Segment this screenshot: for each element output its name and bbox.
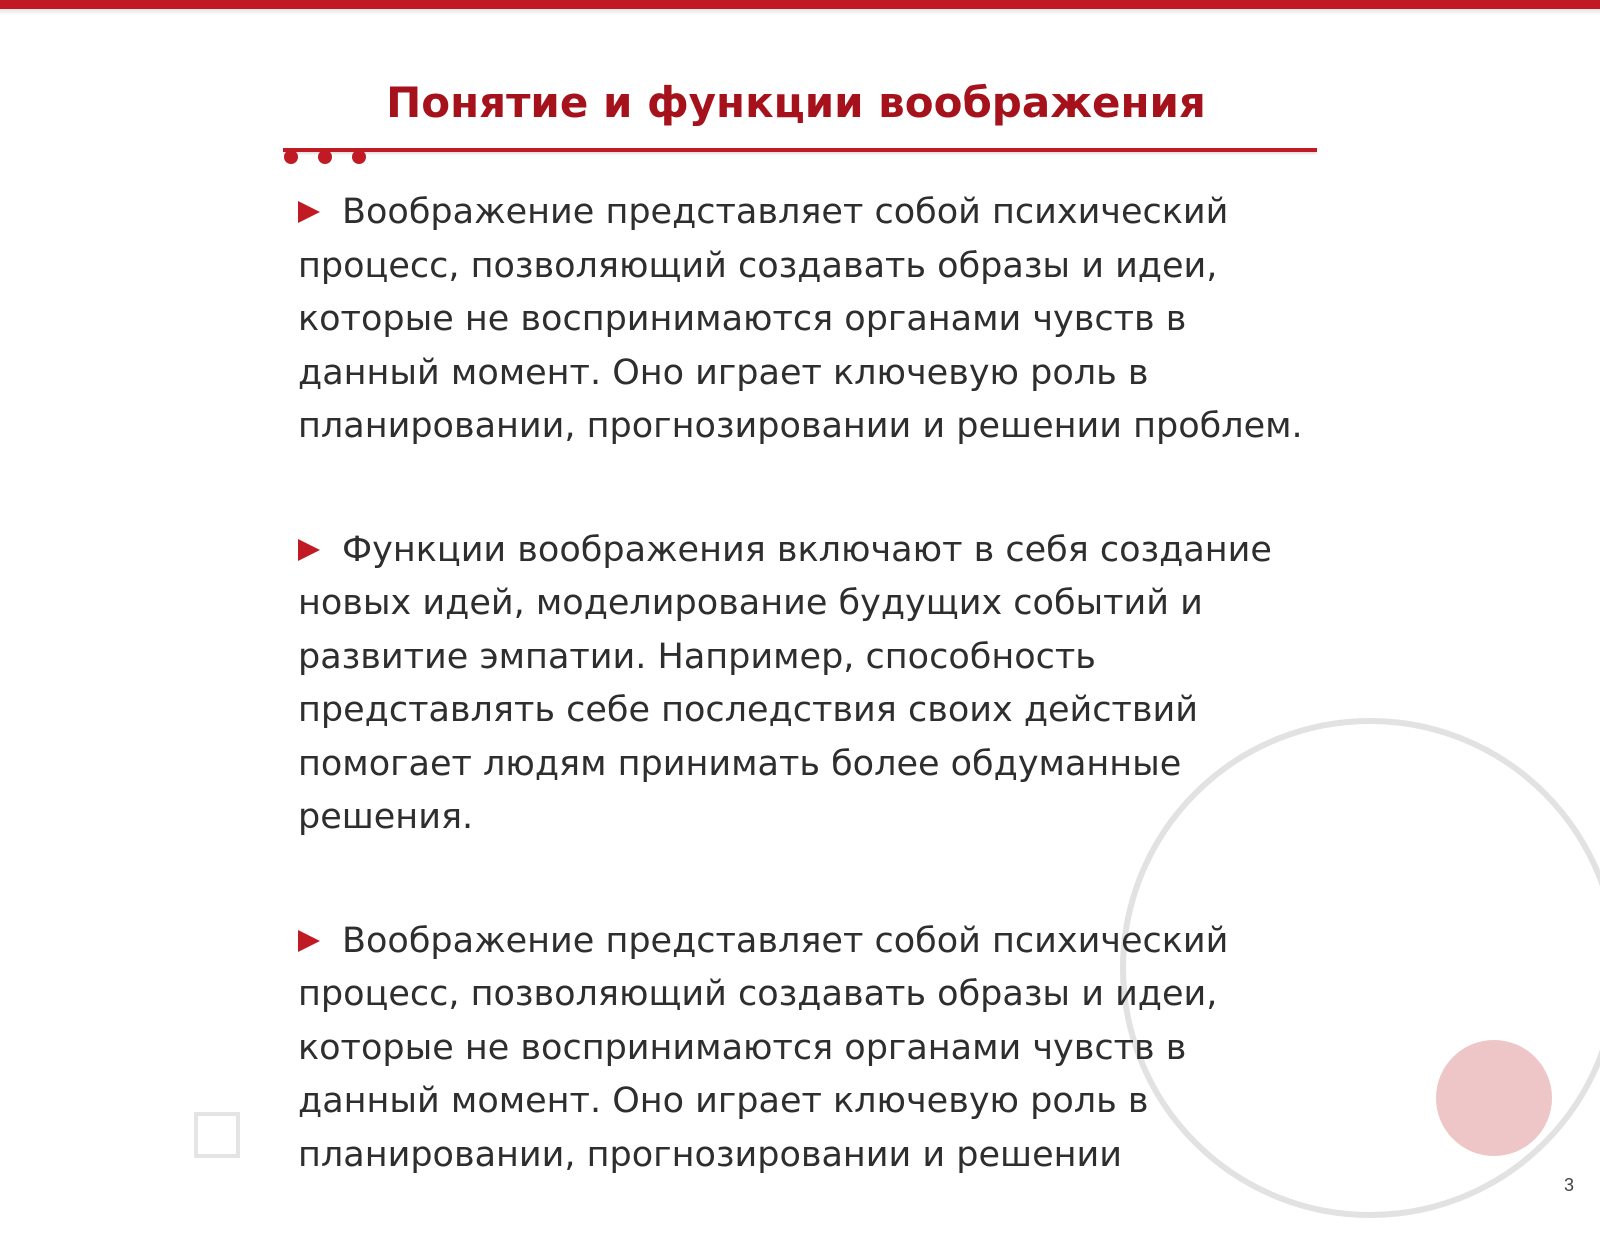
paragraph-text: Воображение представляет собой психический процесс, позволяющий создавать образы и идеи, которые не воспринимаются органами чувств в данный момент. Оно играет ключевую роль в планировании, прогнозировании и решении проблем. <box>298 192 1303 446</box>
decorative-dot-icon <box>352 150 366 164</box>
bullet-paragraph <box>298 524 1308 845</box>
triangle-bullet-icon <box>298 539 320 561</box>
decorative-square <box>194 1112 240 1158</box>
paragraph-text: Воображение представляет собой психический процесс, позволяющий создавать образы и идеи, которые не воспринимаются органами чувств в данный момент. Оно играет ключевую роль в планировании, прогнозировании и решении <box>298 920 1229 1175</box>
slide-body <box>298 186 1308 1252</box>
bullet-paragraph <box>298 915 1308 1183</box>
bullet-paragraph <box>298 186 1308 454</box>
page-number: 3 <box>1563 1175 1574 1195</box>
slide-title: Понятие и функции воображения <box>386 78 1206 127</box>
triangle-bullet-icon <box>298 930 320 952</box>
top-accent-bar <box>0 0 1600 9</box>
paragraph-text: Функции воображения включают в себя создание новых идей, моделирование будущих событий и развитие эмпатии. Например, способность представлять себе последствия своих действий помогает людям принимать более обдуманные решения. <box>298 529 1272 837</box>
decorative-dot-icon <box>318 150 332 164</box>
decorative-circle <box>1436 1040 1552 1156</box>
triangle-bullet-icon <box>298 201 320 223</box>
title-underline <box>283 148 1317 152</box>
decorative-dot-icon <box>284 150 298 164</box>
top-bar-shadow <box>0 9 1600 15</box>
